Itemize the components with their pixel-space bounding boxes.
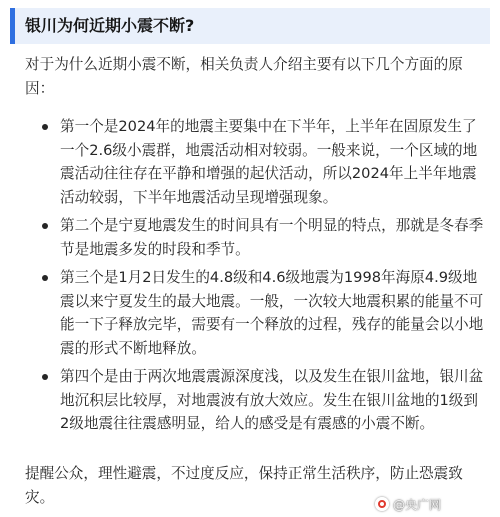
watermark-text: @央广网 [393,497,442,512]
reason-item-4 [0,365,500,436]
intro-paragraph: 对于为什么近期小震不断，相关负责人介绍主要有以下几个方面的原因： [25,56,463,97]
section-heading-bar [10,8,490,44]
reason-item-1 [0,115,500,209]
source-watermark [375,494,441,514]
reason-list [0,115,500,441]
reason-item-3 [0,266,500,360]
reason-text: 第三个是1月2日发生的4.8级和4.6级地震为1998年海原4.9级地震以来宁夏发生的最大地震。一般，一次较大地震积累的能量不可能一下子释放完毕，需要有一个释放的过程，残存的能量会以小地震的形式不断地释放。 [60,269,484,357]
bullet-dot-icon [42,374,48,380]
reason-text: 第二个是宁夏地震发生的时间具有一个明显的特点，那就是冬春季节是地震多发的时段和季节。 [60,217,484,258]
source-logo-icon [375,497,389,511]
closing-paragraph: 提醒公众，理性避震，不过度反应，保持正常生活秩序，防止恐震致灾。 [25,465,463,506]
bullet-dot-icon [42,223,48,229]
bullet-dot-icon [42,275,48,281]
reason-text: 第四个是由于两次地震震源深度浅，以及发生在银川盆地，银川盆地沉积层比较厚，对地震波有放大效应。发生在银川盆地的1级到2级地震往往震感明显，给人的感受是有震感的小震不断。 [60,368,484,432]
bullet-dot-icon [42,124,48,130]
section-heading: 银川为何近期小震不断? [25,16,195,35]
reason-item-2 [0,214,500,261]
reason-text: 第一个是2024年的地震主要集中在下半年，上半年在固原发生了一个2.6级小震群，地震活动相对较弱。一般来说，一个区域的地震活动往往存在平静和增强的起伏活动，所以2024年上半年地震活动较弱，下半年地震活动呈现增强现象。 [60,118,478,206]
